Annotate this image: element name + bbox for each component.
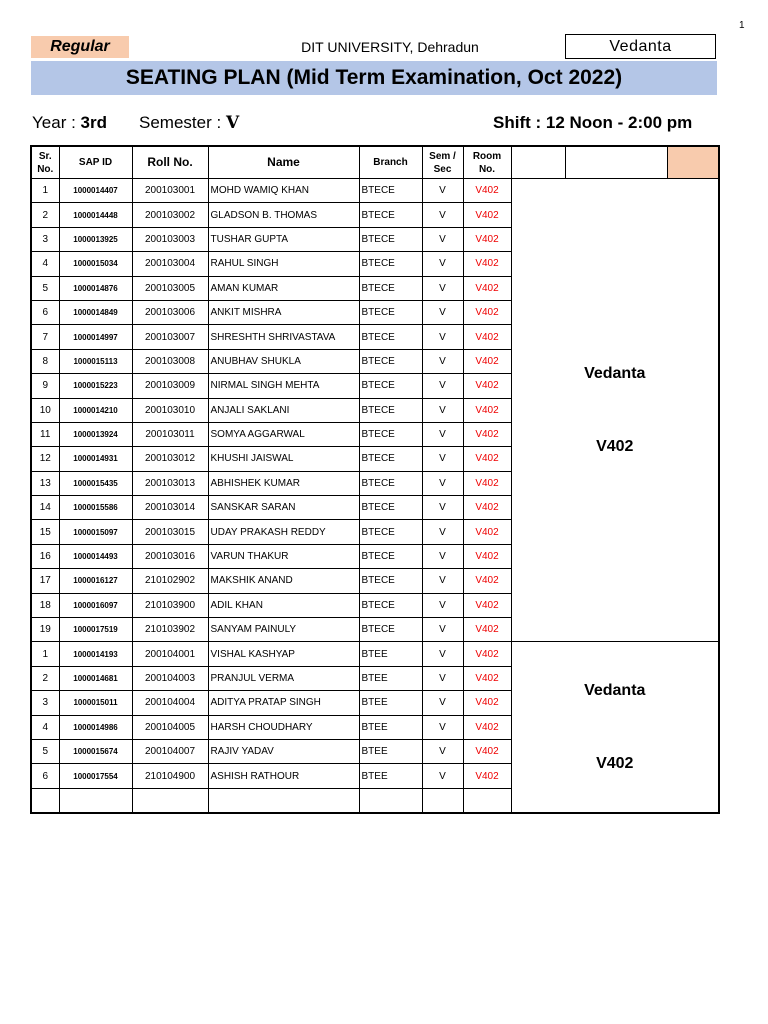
room-cell: V402	[463, 276, 511, 300]
room-cell: V402	[463, 179, 511, 203]
branch-cell: BTECE	[359, 349, 422, 373]
branch-cell: BTEE	[359, 642, 422, 666]
sap-id-cell: 1000015034	[59, 252, 132, 276]
sap-id-cell: 1000014986	[59, 715, 132, 739]
sr-no-cell: 14	[31, 496, 59, 520]
roll-no-cell: 200104005	[132, 715, 208, 739]
sap-id-cell: 1000017554	[59, 764, 132, 788]
roll-no-cell: 210103900	[132, 593, 208, 617]
sr-no-cell: 15	[31, 520, 59, 544]
col-blank-2	[565, 146, 667, 179]
branch-cell: BTECE	[359, 618, 422, 642]
branch-cell: BTECE	[359, 325, 422, 349]
empty-cell	[422, 788, 463, 813]
sap-id-cell: 1000014493	[59, 544, 132, 568]
roll-no-cell: 200104001	[132, 642, 208, 666]
name-cell: GLADSON B. THOMAS	[208, 203, 359, 227]
name-cell: ANKIT MISHRA	[208, 300, 359, 324]
name-cell: MAKSHIK ANAND	[208, 569, 359, 593]
name-cell: ANJALI SAKLANI	[208, 398, 359, 422]
sap-id-cell: 1000015223	[59, 374, 132, 398]
room-cell: V402	[463, 618, 511, 642]
sr-no-cell: 5	[31, 739, 59, 763]
roll-no-cell: 200103014	[132, 496, 208, 520]
col-highlight	[667, 146, 719, 179]
roll-no-cell: 200103016	[132, 544, 208, 568]
sap-id-cell: 1000015011	[59, 691, 132, 715]
room-cell: V402	[463, 471, 511, 495]
sap-id-cell: 1000015113	[59, 349, 132, 373]
col-blank-1	[511, 146, 565, 179]
roll-no-cell: 210104900	[132, 764, 208, 788]
sap-id-cell: 1000016127	[59, 569, 132, 593]
sem-cell: V	[422, 520, 463, 544]
category-label: Regular	[31, 36, 129, 58]
empty-cell	[463, 788, 511, 813]
roll-no-cell: 200104004	[132, 691, 208, 715]
room-cell: V402	[463, 349, 511, 373]
sap-id-cell: 1000016097	[59, 593, 132, 617]
sem-cell: V	[422, 203, 463, 227]
roll-no-cell: 200103013	[132, 471, 208, 495]
room-cell: V402	[463, 398, 511, 422]
sem-cell: V	[422, 593, 463, 617]
room-cell: V402	[463, 691, 511, 715]
branch-cell: BTEE	[359, 739, 422, 763]
roll-no-cell: 210102902	[132, 569, 208, 593]
col-sap-id: SAP ID	[59, 146, 132, 179]
name-cell: ADITYA PRATAP SINGH	[208, 691, 359, 715]
allocation-building: Vedanta	[584, 364, 646, 382]
roll-no-cell: 200103008	[132, 349, 208, 373]
branch-cell: BTECE	[359, 300, 422, 324]
branch-cell: BTECE	[359, 227, 422, 251]
sr-no-cell: 5	[31, 276, 59, 300]
room-cell: V402	[463, 642, 511, 666]
name-cell: UDAY PRAKASH REDDY	[208, 520, 359, 544]
roll-no-cell: 200103015	[132, 520, 208, 544]
roll-no-cell: 200103011	[132, 422, 208, 446]
table-row	[31, 179, 719, 203]
name-cell: NIRMAL SINGH MEHTA	[208, 374, 359, 398]
room-cell: V402	[463, 447, 511, 471]
sr-no-cell: 11	[31, 422, 59, 446]
name-cell: MOHD WAMIQ KHAN	[208, 179, 359, 203]
sem-cell: V	[422, 691, 463, 715]
roll-no-cell: 210103902	[132, 618, 208, 642]
branch-cell: BTECE	[359, 398, 422, 422]
branch-cell: BTECE	[359, 252, 422, 276]
name-cell: SANYAM PAINULY	[208, 618, 359, 642]
sap-id-cell: 1000015435	[59, 471, 132, 495]
name-cell: TUSHAR GUPTA	[208, 227, 359, 251]
sr-no-cell: 3	[31, 691, 59, 715]
sem-cell: V	[422, 739, 463, 763]
name-cell: ADIL KHAN	[208, 593, 359, 617]
sem-cell: V	[422, 642, 463, 666]
empty-cell	[132, 788, 208, 813]
name-cell: RAJIV YADAV	[208, 739, 359, 763]
sem-cell: V	[422, 715, 463, 739]
empty-cell	[359, 788, 422, 813]
roll-no-cell: 200103001	[132, 179, 208, 203]
branch-cell: BTEE	[359, 764, 422, 788]
sr-no-cell: 3	[31, 227, 59, 251]
roll-no-cell: 200104003	[132, 666, 208, 690]
col-roll-no: Roll No.	[132, 146, 208, 179]
sr-no-cell: 1	[31, 642, 59, 666]
room-cell: V402	[463, 666, 511, 690]
sem-cell: V	[422, 325, 463, 349]
sem-cell: V	[422, 349, 463, 373]
building-box: Vedanta	[565, 34, 716, 59]
sem-cell: V	[422, 447, 463, 471]
roll-no-cell: 200103002	[132, 203, 208, 227]
branch-cell: BTECE	[359, 569, 422, 593]
room-allocation-cell	[511, 179, 719, 642]
semester-line	[139, 113, 239, 133]
name-cell: ASHISH RATHOUR	[208, 764, 359, 788]
sem-cell: V	[422, 179, 463, 203]
room-cell: V402	[463, 739, 511, 763]
room-cell: V402	[463, 569, 511, 593]
room-cell: V402	[463, 764, 511, 788]
room-cell: V402	[463, 227, 511, 251]
allocation-room: V402	[596, 754, 634, 772]
sr-no-cell: 17	[31, 569, 59, 593]
roll-no-cell: 200103004	[132, 252, 208, 276]
sap-id-cell: 1000015097	[59, 520, 132, 544]
page-number: 1	[739, 20, 745, 31]
sem-cell: V	[422, 569, 463, 593]
sem-cell: V	[422, 618, 463, 642]
table-row	[31, 642, 719, 666]
roll-no-cell: 200103005	[132, 276, 208, 300]
sem-cell: V	[422, 227, 463, 251]
name-cell: RAHUL SINGH	[208, 252, 359, 276]
year-label: Year :	[32, 113, 76, 132]
sr-no-cell: 6	[31, 300, 59, 324]
sem-cell: V	[422, 422, 463, 446]
room-cell: V402	[463, 325, 511, 349]
sr-no-cell: 12	[31, 447, 59, 471]
sr-no-cell: 6	[31, 764, 59, 788]
branch-cell: BTEE	[359, 691, 422, 715]
sr-no-cell: 7	[31, 325, 59, 349]
branch-cell: BTECE	[359, 496, 422, 520]
seating-table	[30, 145, 720, 814]
room-cell: V402	[463, 252, 511, 276]
room-cell: V402	[463, 374, 511, 398]
sap-id-cell: 1000015674	[59, 739, 132, 763]
sap-id-cell: 1000014997	[59, 325, 132, 349]
sap-id-cell: 1000014849	[59, 300, 132, 324]
sem-cell: V	[422, 398, 463, 422]
sr-no-cell: 2	[31, 666, 59, 690]
name-cell: SOMYA AGGARWAL	[208, 422, 359, 446]
year-value: 3rd	[80, 113, 107, 132]
name-cell: AMAN KUMAR	[208, 276, 359, 300]
sr-no-cell: 4	[31, 252, 59, 276]
name-cell: VISHAL KASHYAP	[208, 642, 359, 666]
branch-cell: BTEE	[359, 666, 422, 690]
sem-cell: V	[422, 276, 463, 300]
sem-cell: V	[422, 374, 463, 398]
sem-cell: V	[422, 764, 463, 788]
branch-cell: BTECE	[359, 203, 422, 227]
sr-no-cell: 10	[31, 398, 59, 422]
branch-cell: BTEE	[359, 715, 422, 739]
shift-timing: Shift : 12 Noon - 2:00 pm	[493, 113, 693, 132]
sr-no-cell: 18	[31, 593, 59, 617]
sr-no-cell: 9	[31, 374, 59, 398]
room-cell: V402	[463, 300, 511, 324]
semester-label: Semester :	[139, 113, 222, 132]
name-cell: PRANJUL VERMA	[208, 666, 359, 690]
sr-no-cell: 19	[31, 618, 59, 642]
name-cell: ANUBHAV SHUKLA	[208, 349, 359, 373]
roll-no-cell: 200103009	[132, 374, 208, 398]
roll-no-cell: 200103006	[132, 300, 208, 324]
allocation-building: Vedanta	[584, 681, 646, 699]
room-cell: V402	[463, 496, 511, 520]
page-title: SEATING PLAN (Mid Term Examination, Oct 2022)	[31, 61, 717, 95]
name-cell: SANSKAR SARAN	[208, 496, 359, 520]
sap-id-cell: 1000014193	[59, 642, 132, 666]
branch-cell: BTECE	[359, 447, 422, 471]
name-cell: SHRESHTH SHRIVASTAVA	[208, 325, 359, 349]
sr-no-cell: 1	[31, 179, 59, 203]
semester-value: V	[225, 113, 240, 133]
branch-cell: BTECE	[359, 179, 422, 203]
room-cell: V402	[463, 203, 511, 227]
name-cell: HARSH CHOUDHARY	[208, 715, 359, 739]
sr-no-cell: 2	[31, 203, 59, 227]
col-room-no: Room No.	[463, 146, 511, 179]
empty-cell	[31, 788, 59, 813]
name-cell: VARUN THAKUR	[208, 544, 359, 568]
sap-id-cell: 1000017519	[59, 618, 132, 642]
col-sr-no: Sr. No.	[31, 146, 59, 179]
sap-id-cell: 1000014876	[59, 276, 132, 300]
col-branch: Branch	[359, 146, 422, 179]
sap-id-cell: 1000014931	[59, 447, 132, 471]
empty-cell	[59, 788, 132, 813]
sr-no-cell: 4	[31, 715, 59, 739]
name-cell: KHUSHI JAISWAL	[208, 447, 359, 471]
sap-id-cell: 1000013924	[59, 422, 132, 446]
branch-cell: BTECE	[359, 374, 422, 398]
branch-cell: BTECE	[359, 276, 422, 300]
sap-id-cell: 1000014407	[59, 179, 132, 203]
sem-cell: V	[422, 666, 463, 690]
roll-no-cell: 200103010	[132, 398, 208, 422]
roll-no-cell: 200103007	[132, 325, 208, 349]
room-cell: V402	[463, 520, 511, 544]
year-line	[32, 113, 107, 133]
sap-id-cell: 1000015586	[59, 496, 132, 520]
sap-id-cell: 1000014210	[59, 398, 132, 422]
roll-no-cell: 200103012	[132, 447, 208, 471]
university-name: DIT UNIVERSITY, Dehradun	[301, 39, 479, 55]
sr-no-cell: 13	[31, 471, 59, 495]
sem-cell: V	[422, 544, 463, 568]
sem-cell: V	[422, 252, 463, 276]
roll-no-cell: 200103003	[132, 227, 208, 251]
room-cell: V402	[463, 593, 511, 617]
branch-cell: BTECE	[359, 520, 422, 544]
sap-id-cell: 1000014681	[59, 666, 132, 690]
empty-cell	[208, 788, 359, 813]
room-cell: V402	[463, 715, 511, 739]
branch-cell: BTECE	[359, 544, 422, 568]
sem-cell: V	[422, 300, 463, 324]
sem-cell: V	[422, 496, 463, 520]
col-sem-sec: Sem / Sec	[422, 146, 463, 179]
sem-cell: V	[422, 471, 463, 495]
room-allocation-cell	[511, 642, 719, 813]
branch-cell: BTECE	[359, 593, 422, 617]
sap-id-cell: 1000013925	[59, 227, 132, 251]
room-cell: V402	[463, 422, 511, 446]
roll-no-cell: 200104007	[132, 739, 208, 763]
room-cell: V402	[463, 544, 511, 568]
sap-id-cell: 1000014448	[59, 203, 132, 227]
branch-cell: BTECE	[359, 422, 422, 446]
name-cell: ABHISHEK KUMAR	[208, 471, 359, 495]
allocation-room: V402	[596, 437, 634, 455]
col-name: Name	[208, 146, 359, 179]
sr-no-cell: 8	[31, 349, 59, 373]
sr-no-cell: 16	[31, 544, 59, 568]
branch-cell: BTECE	[359, 471, 422, 495]
